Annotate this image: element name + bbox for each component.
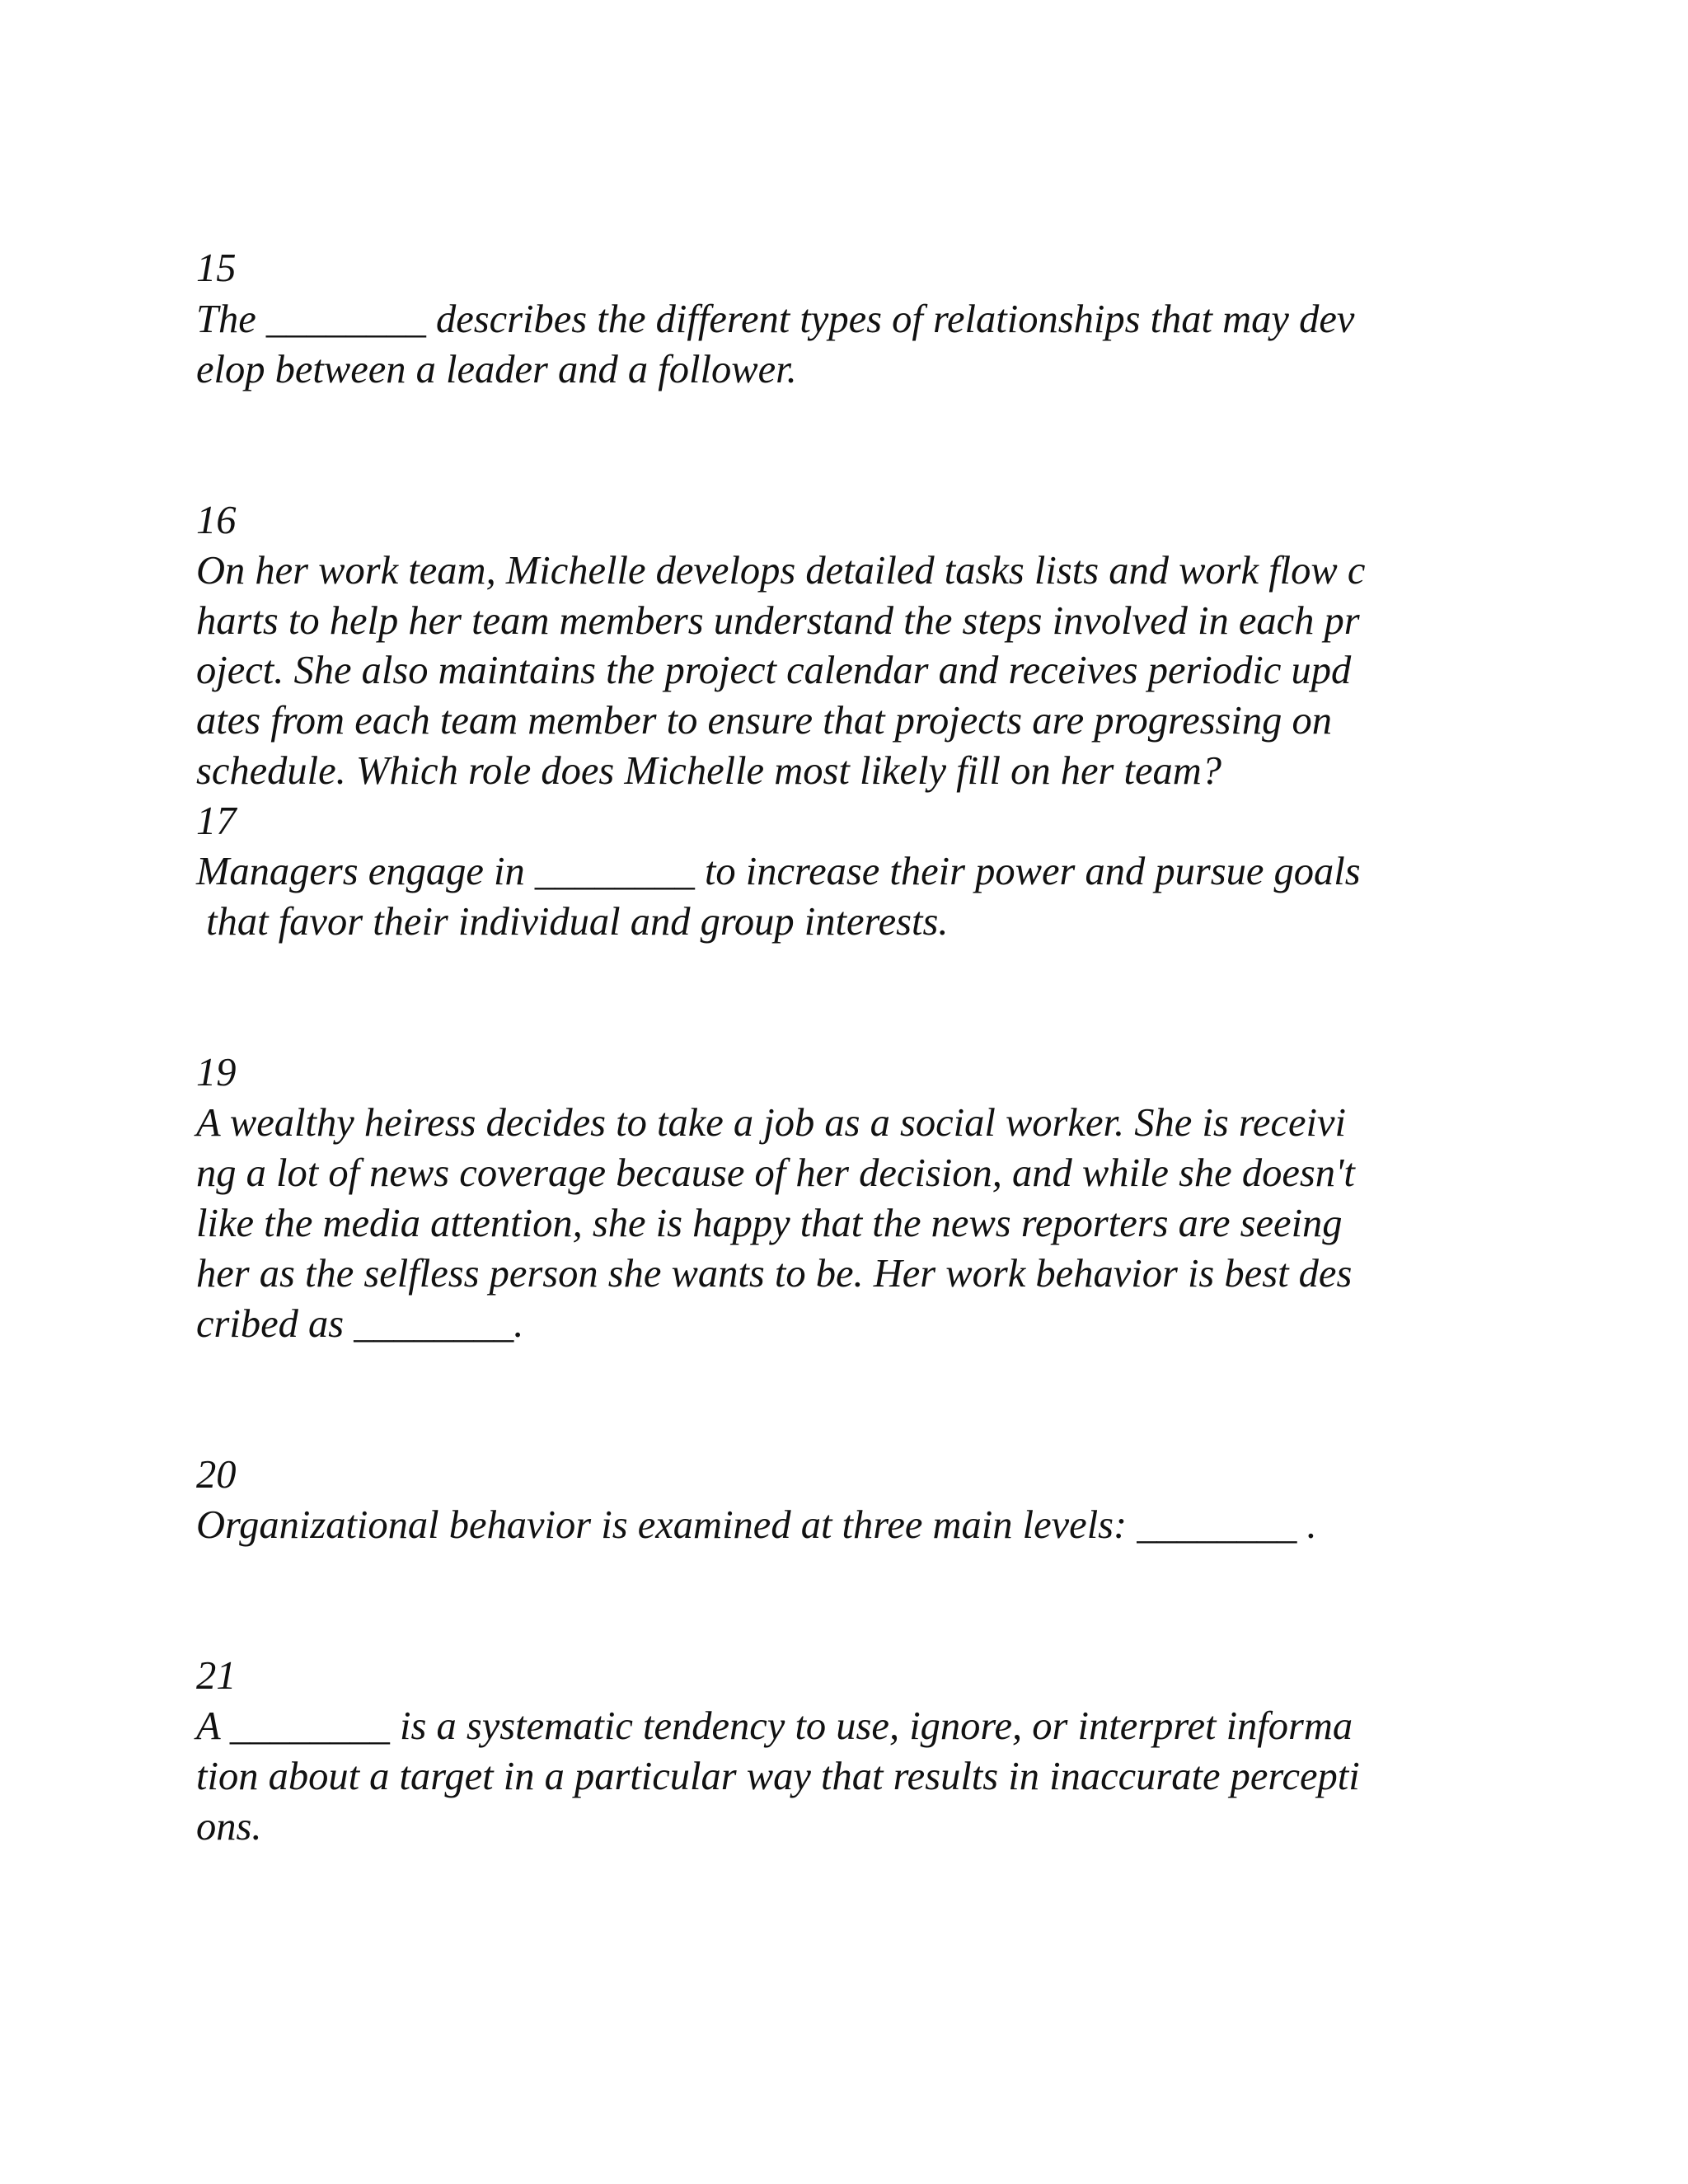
question-text-line: ates from each team member to ensure that projects are progressing on	[196, 699, 1333, 743]
question-text-line: The ________ describes the different types of relationships that may dev	[196, 298, 1355, 341]
question-text-line: A ________ is a systematic tendency to use, ignore, or interpret informa	[196, 1704, 1353, 1748]
question-text-line: ng a lot of news coverage because of her decision, and while she doesn't	[196, 1151, 1355, 1195]
question-text-line: like the media attention, she is happy that the news reporters are seeing	[196, 1202, 1343, 1245]
question-text-line: Organizational behavior is examined at three main levels: ________ .	[196, 1503, 1317, 1547]
question-text-line: On her work team, Michelle develops detailed tasks lists and work flow c	[196, 549, 1366, 593]
question-number: 19	[196, 1051, 237, 1094]
question-text-line: elop between a leader and a follower.	[196, 348, 797, 391]
question-number: 20	[196, 1453, 237, 1497]
question-text-line: her as the selfless person she wants to be. Her work behavior is best des	[196, 1252, 1353, 1296]
question-number: 21	[196, 1654, 237, 1698]
question-text-line: harts to help her team members understand the steps involved in each pr	[196, 599, 1360, 643]
question-number: 16	[196, 499, 237, 542]
question-text-line: oject. She also maintains the project calendar and receives periodic upd	[196, 649, 1352, 692]
question-text-line: A wealthy heiress decides to take a job as a social worker. She is receivi	[196, 1101, 1346, 1145]
question-text-line: that favor their individual and group interests.	[196, 900, 949, 944]
question-text-line: ons.	[196, 1805, 262, 1849]
question-number: 17	[196, 799, 237, 843]
question-text-line: cribed as ________.	[196, 1302, 524, 1346]
question-text-line: schedule. Which role does Michelle most likely fill on her team?	[196, 749, 1222, 793]
question-number: 15	[196, 246, 237, 290]
question-text-line: tion about a target in a particular way that results in inaccurate percepti	[196, 1755, 1360, 1798]
question-text-line: Managers engage in ________ to increase their power and pursue goals	[196, 850, 1361, 893]
